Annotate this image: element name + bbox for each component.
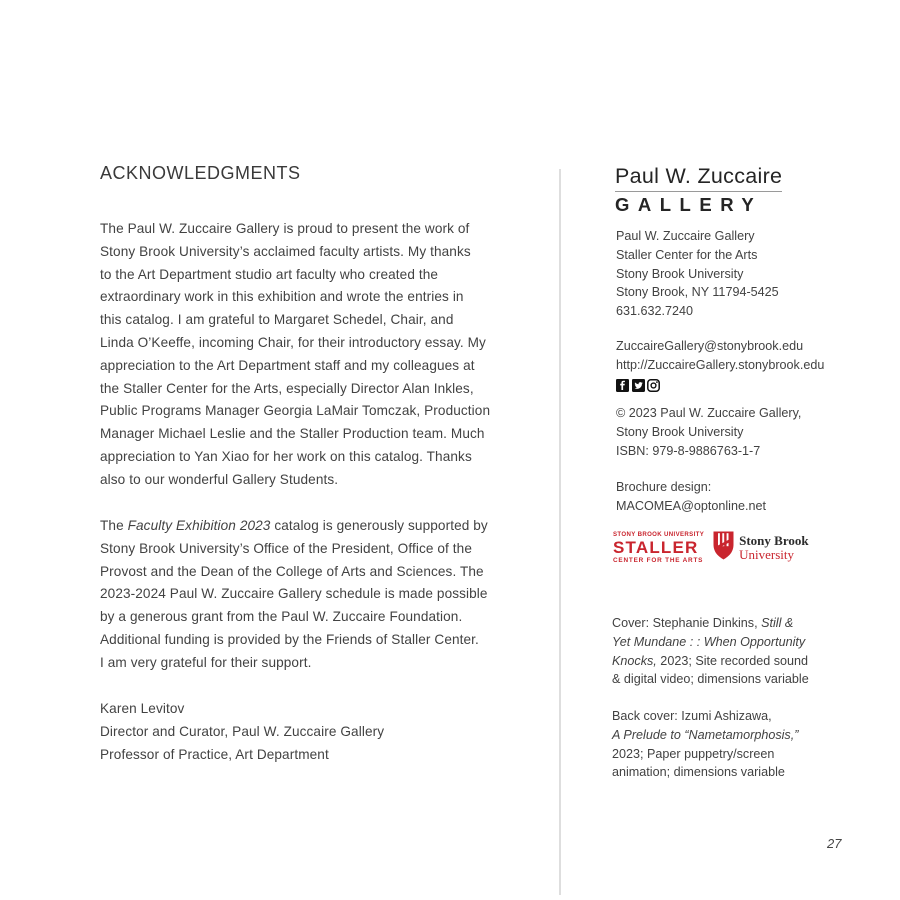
- facebook-icon: [616, 379, 629, 397]
- column-divider: [559, 169, 561, 895]
- stony-brook-logo-line1: Stony Brook: [739, 532, 809, 548]
- gallery-contact: ZuccaireGallery@stonybrook.edu http://ZuccaireGallery.stonybrook.edu: [616, 339, 825, 372]
- page-number: 27: [827, 836, 842, 851]
- social-icons-row: [616, 379, 660, 397]
- brochure-design-credit: Brochure design: MACOMEA@optonline.net: [616, 480, 766, 513]
- instagram-icon: [647, 379, 660, 397]
- signature-block: Karen Levitov Director and Curator, Paul W. Zuccaire Gallery Professor of Practice, Art Department: [100, 701, 385, 762]
- cover-credit: Cover: Stephanie Dinkins, Still & Yet Mundane : : When Opportunity Knocks, 2023; Site recorded sound & digital video; dimensions variable: [612, 616, 809, 687]
- stony-brook-university-logo: [713, 531, 808, 565]
- staller-logo-bottom-line: CENTER FOR THE ARTS: [613, 556, 704, 564]
- gallery-logo-name: Paul W. Zuccaire: [615, 164, 782, 192]
- acknowledgments-paragraph-2: The Faculty Exhibition 2023 catalog is generously supported by Stony Brook University’s Office of the President, Office of the Provost and the Dean of the College of Arts and Sciences. The 2023-2024 Paul W. Zuccaire Gallery schedule is made possible by a generous grant from the Paul W. Zuccaire Foundation. Additional funding is provided by the Friends of Staller Center. I am very grateful for their support.: [100, 518, 488, 670]
- staller-center-logo: [613, 532, 704, 565]
- acknowledgments-paragraph-1: The Paul W. Zuccaire Gallery is proud to present the work of Stony Brook University’s acclaimed faculty artists. My thanks to the Art Department studio art faculty who created the extraordinary work in this exhibition and wrote the entries in this catalog. I am grateful to Margaret Schedel, Chair, and Linda O’Keeffe, incoming Chair, for their introductory essay. My appreciation to the Art Department staff and my colleagues at the Staller Center for the Arts, especially Director Alan Inkles, Public Programs Manager Georgia LaMair Tomczak, Production Manager Michael Leslie and the Staller Production team. Much appreciation to Yan Xiao for her work on this catalog. Thanks also to our wonderful Gallery Students.: [100, 221, 491, 487]
- zuccaire-gallery-logo: [615, 164, 782, 216]
- partner-logos-row: [613, 531, 809, 565]
- copyright-isbn: © 2023 Paul W. Zuccaire Gallery, Stony Brook University ISBN: 979-8-9886763-1-7: [616, 406, 802, 458]
- page-title: ACKNOWLEDGMENTS: [100, 163, 301, 183]
- stony-brook-shield-icon: [713, 531, 734, 565]
- staller-logo-wordmark: STALLER: [613, 537, 699, 557]
- gallery-logo-word: GALLERY: [615, 194, 763, 215]
- gallery-address: Paul W. Zuccaire Gallery Staller Center for the Arts Stony Brook University Stony Brook, NY 11794-5425 631.632.7240: [616, 229, 779, 319]
- staller-logo-top-line: STONY BROOK UNIVERSITY: [613, 530, 705, 538]
- stony-brook-logo-text: [739, 534, 808, 563]
- back-cover-credit: Back cover: Izumi Ashizawa, A Prelude to “Nametamorphosis,” 2023; Paper puppetry/screen animation; dimensions variable: [612, 709, 799, 780]
- stony-brook-logo-line2: University: [739, 547, 794, 562]
- twitter-icon: [632, 379, 645, 397]
